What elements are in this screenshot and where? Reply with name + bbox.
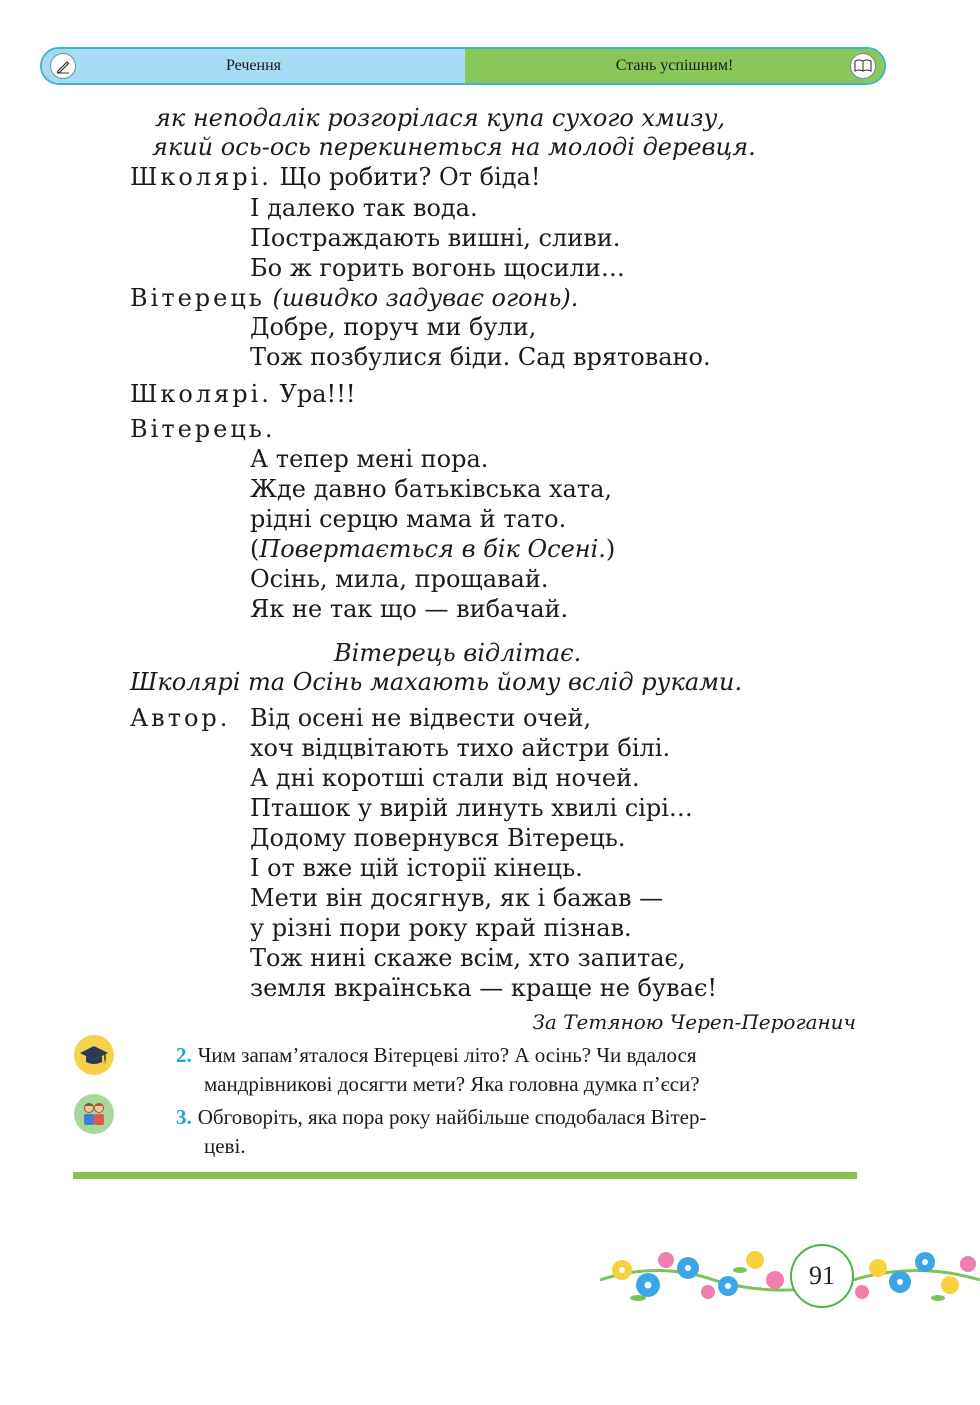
verse-line: Від осені не відвести очей, [250,704,592,732]
verse-line: Пташок у вирій линуть хвилі сірі… [250,794,693,822]
speaker-name: Школярі. [130,380,272,408]
verse-line: І далеко так вода. [250,194,478,222]
speaker-name: Вітерець [130,284,265,312]
verse-line: А дні коротші стали від ночей. [250,764,640,792]
stage-direction-line: який ось-ось перекинеться на молоді деревця. [152,133,756,161]
verse-line: Ура!!! [279,380,356,408]
page-number: 91 [790,1244,854,1308]
question-text: мандрівникові досягти мети? Яка головна думка п’єси? [204,1072,700,1096]
stage-direction-line: Вітерець відлітає. [334,639,582,667]
pen-icon [50,53,76,79]
replica-line [130,162,540,192]
header-left-section [42,49,465,83]
book-icon [850,53,876,79]
author-attribution: За Тетяною Череп-Пероганич [532,1010,856,1034]
speaker-name: Вітерець. [130,415,276,443]
verse-line: Жде давно батьківська хата, [250,475,613,503]
verse-line: Постраждають вишні, сливи. [250,224,621,252]
section-divider [73,1172,857,1179]
replica-line [130,379,355,409]
question-3 [176,1103,866,1161]
speaker-name: Школярі. [130,163,272,191]
replica-line [130,283,578,313]
question-number: 3. [176,1105,192,1129]
verse-line: у різні пори року край пізнав. [250,914,632,942]
question-text: Обговоріть, яка пора року найбільше сподобалася Вітер- [197,1105,707,1129]
section-title: Речення [225,57,282,74]
verse-line: А тепер мені пора. [250,445,489,473]
question-number: 2. [176,1043,192,1067]
verse-line: Додому повернувся Вітерець. [250,824,626,852]
verse-line: І от вже цій історії кінець. [250,854,583,882]
header-right-section [465,49,884,83]
stage-direction-line: як неподалік розгорілася купа сухого хмизу, [155,104,726,132]
rubric-title: Стань успішним! [615,57,734,74]
verse-line: земля вкраїнська — краще не буває! [250,974,718,1002]
question-text: Чим запам’яталося Вітерцеві літо? А осінь? Чи вдалося [197,1043,697,1067]
verse-line: Осінь, мила, прощавай. [250,565,549,593]
verse-line: Як не так що — вибачай. [250,595,569,623]
graduation-cap-icon [74,1035,114,1075]
verse-line: хоч відцвітають тихо айстри білі. [250,734,671,762]
verse-line: Що робити? От біда! [279,163,541,191]
children-pair-icon [74,1094,114,1134]
verse-line: Бо ж горить вогонь щосили… [250,254,625,282]
verse-line: Добре, поруч ми були, [250,313,537,341]
question-text: цеві. [204,1134,246,1158]
stage-direction-line: Школярі та Осінь махають йому вслід руками. [130,668,743,696]
verse-line: Тож нині скаже всім, хто запитає, [250,944,686,972]
stage-remark-line: (Повертається в бік Осені.) [250,535,616,563]
question-2 [176,1041,866,1099]
verse-line: Мети він досягнув, як і бажав — [250,884,664,912]
speaker-name: Автор. [130,704,231,732]
verse-line: рідні серцю мама й тато. [250,505,567,533]
stage-remark: Повертається в бік Осені. [259,535,606,563]
stage-remark: (швидко задуває огонь). [272,284,579,312]
verse-line: Тож позбулися біди. Сад врятовано. [250,343,711,371]
chapter-header [40,47,886,85]
